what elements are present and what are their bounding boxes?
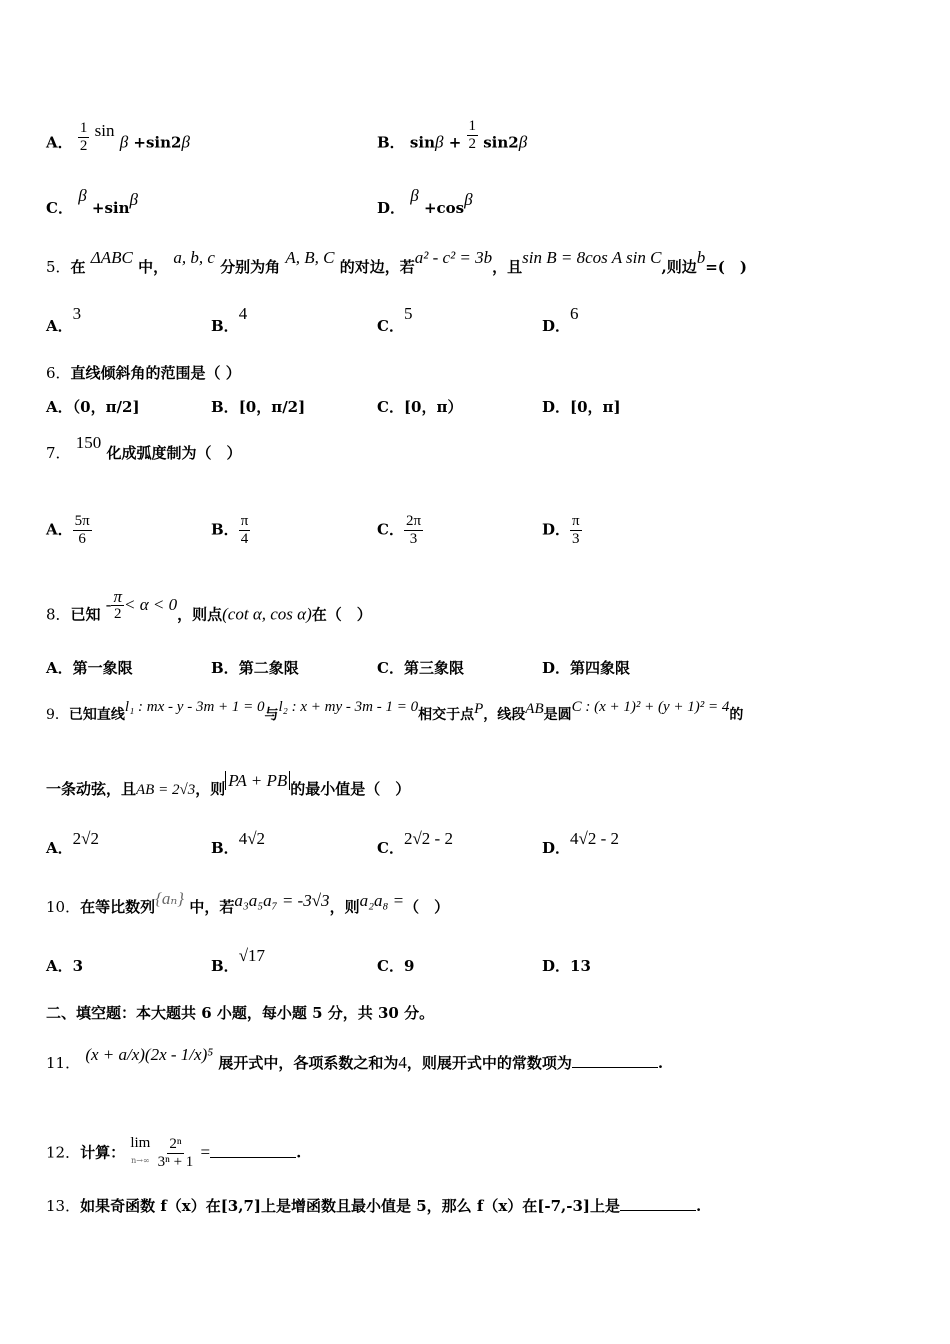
q10-option-c (377, 956, 414, 976)
q-text: 如果奇函数 f（x）在[3,7]上是增函数且最小值是 5，那么 f（x）在[-7,-3]上是 (80, 1197, 621, 1215)
q-text: ，线段 (483, 707, 526, 723)
q-text: ，且 (492, 258, 523, 276)
question-number: 10． (46, 898, 81, 916)
option-label: A． (46, 398, 73, 416)
q9-option-a (46, 829, 99, 858)
section-2-title (46, 1003, 434, 1023)
math-ab: AB (525, 701, 544, 717)
option-value: 6 (570, 304, 579, 323)
option-label: B． (377, 133, 405, 152)
q7-option-c (377, 513, 423, 548)
q-text: 中， (138, 258, 169, 276)
q5-option-c (377, 304, 413, 336)
math-b: b (696, 248, 706, 267)
q8-option-d (542, 658, 630, 678)
beta-var: β (129, 190, 138, 209)
beta-var: β (434, 132, 444, 152)
option-label: C． (46, 199, 73, 217)
q9-option-d (542, 829, 620, 858)
option-label: D． (542, 839, 571, 857)
q-text: ，则 (195, 780, 226, 798)
option-value: 4√2 (238, 829, 266, 848)
math-line-l2: l₂ : x + my - 3m - 1 = 0 (278, 699, 419, 715)
frac-num: π (572, 513, 580, 529)
frac-den: 3 (572, 531, 580, 547)
math-condition: a² - c² = 3b (414, 248, 493, 267)
option-label: C． (377, 398, 404, 416)
beta-var: β (518, 132, 528, 152)
q-text: 的最小值是（ ） (290, 780, 411, 798)
answer-blank[interactable] (620, 1196, 696, 1211)
q-text: （ ） (404, 898, 450, 916)
cos-text: +cos (423, 199, 465, 217)
math-p: P (474, 701, 484, 717)
answer-blank[interactable] (210, 1143, 296, 1158)
coef-fraction (78, 120, 90, 155)
q-text: 直线倾斜角的范围是（ ） (70, 364, 241, 382)
q-text: 一条动弦，且 (46, 780, 137, 798)
q-text: 在等比数列 (80, 898, 156, 916)
section-title: 二、填空题：本大题共 6 小题，每小题 5 分，共 30 分。 (46, 1004, 435, 1022)
option-value: 4√2 - 2 (570, 829, 620, 848)
question-number: 8． (46, 605, 71, 624)
option-label: A． (46, 957, 73, 975)
option-value: 第一象限 (72, 659, 133, 677)
q-text: =( ) (705, 258, 747, 276)
option-label: B． (211, 520, 239, 539)
q8-option-c (377, 658, 464, 678)
frac-den: 2 (468, 136, 476, 152)
sin-text: +sin (91, 199, 130, 217)
option-label: D． (542, 520, 571, 539)
question-number: 9． (46, 707, 69, 723)
question-8 (46, 587, 372, 633)
minus-sign: - (105, 594, 112, 614)
equals-sign: = (200, 1142, 211, 1162)
question-number: 5． (46, 258, 71, 276)
option-value: 13 (570, 957, 591, 975)
q-text: 在 (70, 258, 86, 276)
option-label: B． (211, 957, 239, 975)
sin-text: sin (94, 120, 115, 140)
question-13 (46, 1196, 701, 1216)
frac-den: 2 (79, 138, 88, 154)
frac-den: 4 (240, 531, 249, 547)
frac-num: π (240, 513, 249, 529)
option-label: D． (542, 317, 571, 335)
limit-operator (130, 1136, 150, 1171)
lim-subscript: n→∞ (131, 1156, 150, 1165)
beta-var: β (410, 186, 419, 205)
limit-fraction (156, 1136, 196, 1171)
q-text: 是圆 (543, 707, 572, 723)
q10-option-b (211, 946, 266, 976)
option-label: B． (211, 398, 239, 416)
math-equation: sin B = 8cos A sin C (522, 248, 662, 267)
q-text: 已知直线 (68, 707, 125, 723)
q-text: ，则点 (177, 605, 223, 624)
q6-option-c (377, 397, 462, 417)
question-11 (46, 1045, 664, 1073)
question-number: 12． (46, 1143, 81, 1162)
math-line-l1: l₁ : mx - y - 3m + 1 = 0 (124, 699, 265, 715)
option-value: 第四象限 (570, 659, 631, 677)
math-expression: (x + a/x)(2x - 1/x)⁵ (85, 1045, 214, 1064)
math-point: (cot α, cos α) (222, 604, 312, 624)
option-value: 2√2 - 2 (403, 829, 453, 848)
frac-num: 2π (405, 513, 422, 529)
q-text: 分别为角 (220, 258, 281, 276)
q7-option-a (46, 513, 92, 548)
q-text: 与 (264, 707, 279, 723)
q6-option-d (542, 397, 621, 417)
frac-den: 2 (113, 606, 122, 622)
option-label: D． (542, 659, 571, 677)
option-label: C． (377, 957, 404, 975)
math-product: a₃a₅a₇ = -3√3 (234, 891, 330, 910)
question-number: 13． (46, 1197, 81, 1215)
q-text: ，则展开式中的常数项为 (406, 1054, 572, 1072)
q7-option-b (211, 513, 250, 548)
lim-text: lim (130, 1135, 151, 1151)
option-value: 5 (403, 304, 413, 323)
option-label: A． (46, 659, 73, 677)
question-5 (46, 248, 747, 277)
option-label: B． (211, 317, 239, 335)
option-fraction (239, 513, 251, 548)
question-9-line2 (46, 771, 411, 800)
option-value: [0，π] (570, 398, 621, 416)
math-angles: A, B, C (285, 248, 335, 267)
frac-den: 3ⁿ + 1 (157, 1154, 194, 1170)
option-label: A． (46, 317, 73, 335)
q6-option-a (46, 397, 140, 417)
option-label: A． (46, 520, 73, 539)
question-10 (46, 889, 450, 917)
frac-num: 5π (74, 513, 90, 529)
option-label: D． (542, 957, 571, 975)
q-text: 的 (729, 707, 744, 723)
option-value: 第三象限 (403, 659, 464, 677)
math-circle: C : (x + 1)² + (y + 1)² = 4 (571, 699, 730, 715)
option-fraction (570, 513, 582, 548)
option-fraction (73, 513, 92, 548)
math-sequence: {aₙ} (155, 889, 185, 908)
option-label: C． (377, 659, 404, 677)
q9-option-b (211, 829, 266, 858)
option-value: 2√2 (72, 829, 99, 848)
option-value: [0，π） (403, 398, 463, 416)
frac-num: π (113, 587, 122, 606)
math-inequality: < α < 0 (124, 594, 178, 614)
frac-num: 1 (468, 118, 476, 134)
option-label: C． (377, 520, 404, 539)
question-6 (46, 363, 241, 383)
beta-var: β (181, 132, 190, 152)
math-vector-sum: PA + PB (225, 771, 290, 790)
math-ab-length: AB = 2√3 (136, 782, 196, 798)
math-degree: 150 (75, 433, 102, 452)
q7-option-d (542, 513, 582, 548)
plus-sign: + (448, 133, 462, 152)
option-value: 4 (238, 304, 248, 323)
pi-fraction (111, 588, 124, 623)
coef-fraction (467, 118, 479, 153)
q-text: . (296, 1143, 302, 1162)
q8-option-a (46, 658, 133, 678)
option-value: √17 (238, 946, 266, 965)
q-text: . (696, 1197, 702, 1215)
option-value: 3 (72, 957, 84, 975)
question-7 (46, 433, 242, 463)
q6-option-b (211, 397, 305, 417)
q4-option-c (46, 186, 138, 218)
beta-var: β (119, 132, 129, 152)
q5-option-b (211, 304, 248, 336)
option-label: D． (542, 398, 571, 416)
frac-num: 1 (79, 120, 88, 136)
math-sides: a, b, c (173, 248, 215, 267)
frac-num: 2ⁿ (169, 1136, 182, 1152)
option-value: 第二象限 (238, 659, 299, 677)
q4-option-d (377, 186, 473, 218)
math-sum: 4 (398, 1053, 407, 1072)
option-label: A． (46, 133, 73, 152)
q5-option-d (542, 304, 579, 336)
beta-var: β (78, 186, 87, 205)
option-value: 9 (403, 957, 415, 975)
option-label: C． (377, 839, 404, 857)
option-label: B． (211, 659, 239, 677)
option-fraction (404, 513, 423, 548)
q4-option-b (377, 118, 528, 161)
question-number: 6． (46, 364, 71, 382)
math-triangle: ΔABC (90, 248, 133, 267)
option-value: 3 (72, 304, 82, 323)
q-text: ，则 (329, 898, 360, 916)
q9-option-c (377, 829, 453, 858)
option-label: B． (211, 839, 239, 857)
q-text: 相交于点 (418, 707, 475, 723)
q-text: ,则边 (661, 258, 697, 276)
beta-var: β (464, 190, 473, 209)
q-text: 中，若 (189, 898, 235, 916)
sin2-text: +sin2 (133, 133, 182, 152)
q-text: . (657, 1054, 664, 1072)
question-12 (46, 1136, 301, 1171)
option-label: A． (46, 839, 73, 857)
option-value: [0，π/2] (238, 398, 306, 416)
frac-den: 6 (78, 531, 86, 547)
answer-blank[interactable] (572, 1053, 658, 1068)
option-label: C． (377, 317, 404, 335)
q-text: 化成弧度制为（ ） (106, 444, 242, 462)
question-9 (46, 699, 744, 725)
q-text: 已知 (70, 605, 101, 624)
sin2-text: sin2 (483, 133, 519, 152)
q10-option-d (542, 956, 591, 976)
option-label: D． (377, 199, 406, 217)
question-number: 7． (46, 444, 71, 462)
sin-text: sin (409, 133, 435, 152)
q4-option-a (46, 120, 190, 161)
q10-option-a (46, 956, 83, 976)
option-value: （0，π/2] (72, 398, 140, 416)
q-text: 计算： (80, 1143, 126, 1162)
q-text: 的对边，若 (339, 258, 415, 276)
q5-option-a (46, 304, 82, 336)
math-target: a₂a₈ = (359, 891, 405, 910)
q-text: 展开式中，各项系数之和为 (218, 1054, 399, 1072)
question-number: 11． (46, 1054, 81, 1072)
frac-den: 3 (409, 531, 418, 547)
q-text: 在（ ） (311, 605, 372, 624)
q8-option-b (211, 658, 299, 678)
